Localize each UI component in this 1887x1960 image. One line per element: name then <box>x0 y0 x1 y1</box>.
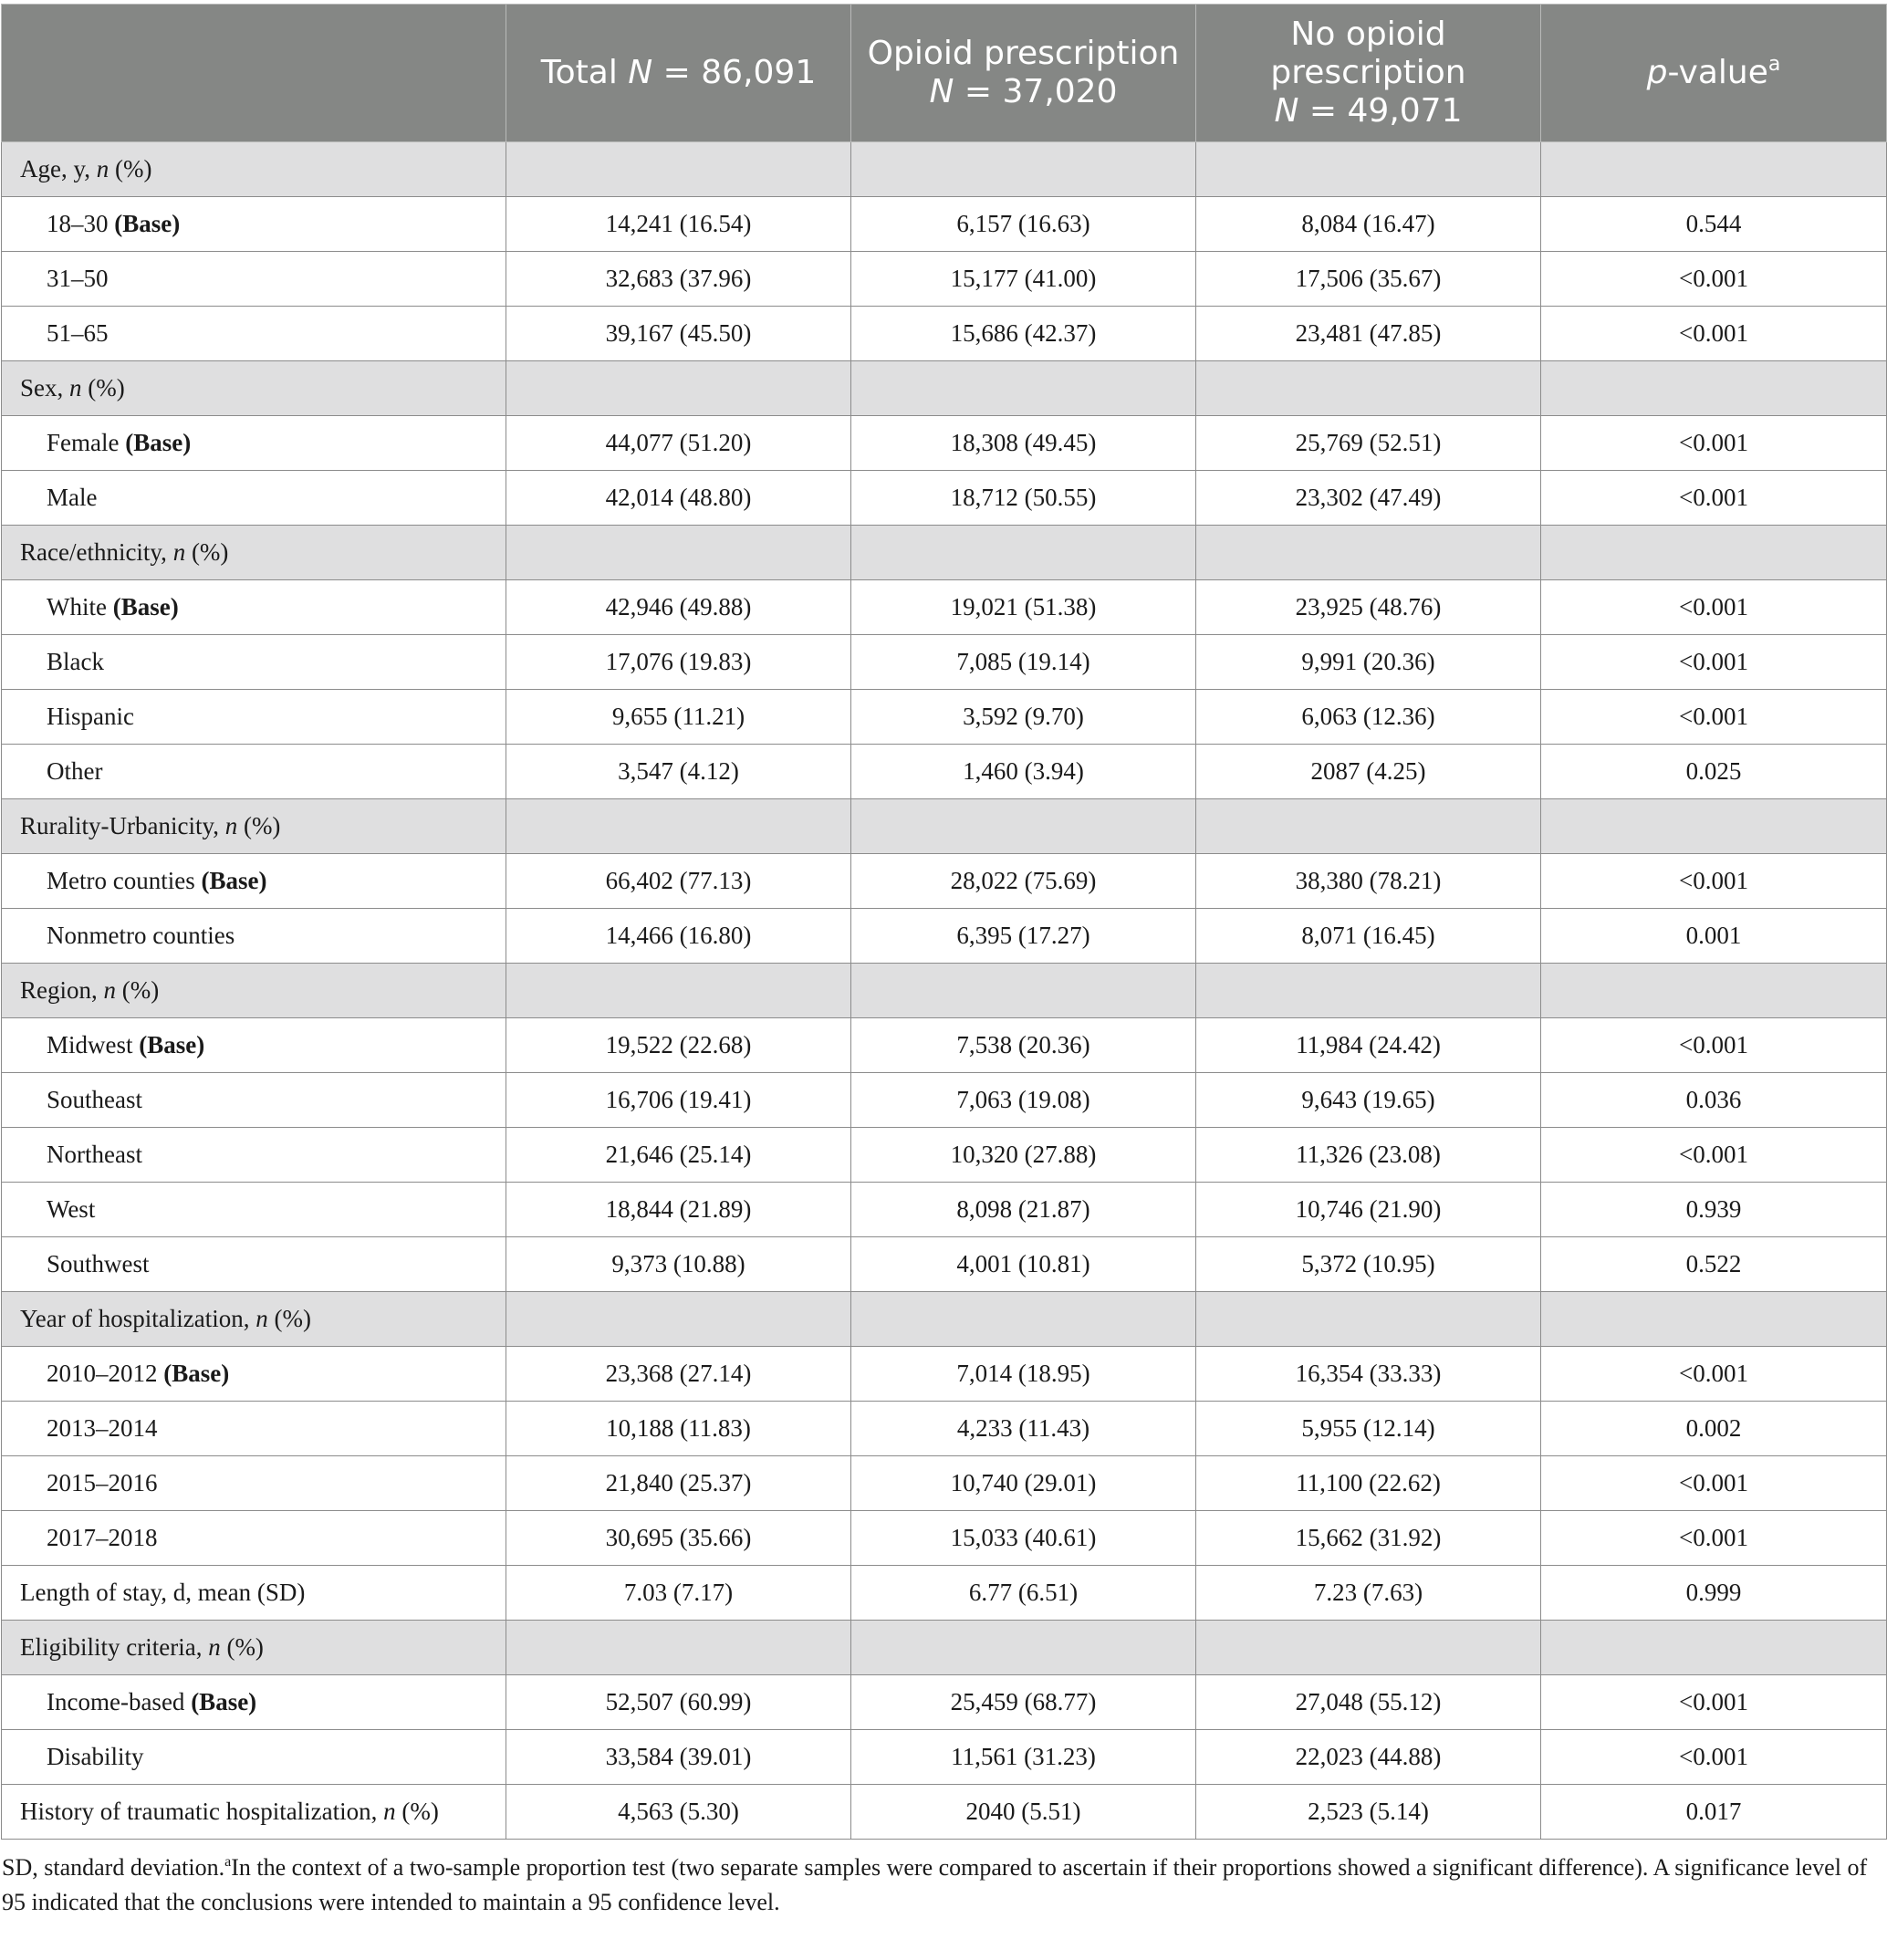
header-p-value: p-value$^a$ <box>1541 5 1887 142</box>
row-label: Midwest (Base) <box>2 1018 506 1073</box>
cell-no-opioid: 38,380 (78.21) <box>1196 854 1541 909</box>
cell-no-opioid: 5,372 (10.95) <box>1196 1237 1541 1292</box>
table-row <box>2 1018 1887 1073</box>
table-row <box>2 690 1887 745</box>
category-row <box>2 142 1887 197</box>
row-label: Race/ethnicity, n (%) <box>2 526 506 580</box>
cell-no-opioid: 5,955 (12.14) <box>1196 1402 1541 1456</box>
cell-p-value: <0.001 <box>1541 635 1887 690</box>
table-row <box>2 197 1887 252</box>
empty-cell <box>1541 526 1887 580</box>
cell-total: 10,188 (11.83) <box>506 1402 851 1456</box>
empty-cell <box>851 361 1196 416</box>
table-row <box>2 252 1887 307</box>
row-label: Metro counties (Base) <box>2 854 506 909</box>
table-row <box>2 307 1887 361</box>
cell-opioid: 15,033 (40.61) <box>851 1511 1196 1566</box>
cell-total: 14,466 (16.80) <box>506 909 851 964</box>
cell-total: 21,840 (25.37) <box>506 1456 851 1511</box>
row-label: 2013–2014 <box>2 1402 506 1456</box>
empty-cell <box>506 799 851 854</box>
cell-p-value: 0.017 <box>1541 1785 1887 1840</box>
base-marker: (Base) <box>114 210 181 237</box>
row-label: Year of hospitalization, n (%) <box>2 1292 506 1347</box>
cell-p-value: <0.001 <box>1541 1675 1887 1730</box>
cell-p-value: <0.001 <box>1541 1128 1887 1183</box>
cell-total: 9,373 (10.88) <box>506 1237 851 1292</box>
cell-opioid: 28,022 (75.69) <box>851 854 1196 909</box>
empty-cell <box>1196 799 1541 854</box>
empty-cell <box>1541 964 1887 1018</box>
row-label: Black <box>2 635 506 690</box>
cell-total: 16,706 (19.41) <box>506 1073 851 1128</box>
empty-cell <box>851 964 1196 1018</box>
empty-cell <box>851 142 1196 197</box>
base-marker: (Base) <box>125 429 192 456</box>
cell-no-opioid: 25,769 (52.51) <box>1196 416 1541 471</box>
cell-no-opioid: 9,991 (20.36) <box>1196 635 1541 690</box>
row-label: Disability <box>2 1730 506 1785</box>
table-row <box>2 1402 1887 1456</box>
cell-no-opioid: 2087 (4.25) <box>1196 745 1541 799</box>
empty-cell <box>1541 142 1887 197</box>
table-row <box>2 1128 1887 1183</box>
cell-p-value: <0.001 <box>1541 307 1887 361</box>
row-label: Length of stay, d, mean (SD) <box>2 1566 506 1621</box>
cell-opioid: 10,320 (27.88) <box>851 1128 1196 1183</box>
row-label: White (Base) <box>2 580 506 635</box>
cell-total: 39,167 (45.50) <box>506 307 851 361</box>
cell-p-value: 0.025 <box>1541 745 1887 799</box>
cell-p-value: <0.001 <box>1541 690 1887 745</box>
cell-opioid: 15,177 (41.00) <box>851 252 1196 307</box>
table-row <box>2 635 1887 690</box>
table-row <box>2 1456 1887 1511</box>
cell-opioid: 6,157 (16.63) <box>851 197 1196 252</box>
base-marker: (Base) <box>201 867 267 894</box>
row-label: History of traumatic hospitalization, n (%) <box>2 1785 506 1840</box>
cell-total: 32,683 (37.96) <box>506 252 851 307</box>
cell-p-value: <0.001 <box>1541 854 1887 909</box>
cell-no-opioid: 23,302 (47.49) <box>1196 471 1541 526</box>
empty-cell <box>1541 1621 1887 1675</box>
table-footnote: SD, standard deviation.$^a$In the context of a two-sample proportion test (two separate samples were compared to ascertain if their proportions showed a significant difference). A significance level of 95 indicated that the conclusions were intended to maintain a 95 confidence level. <box>2 1854 1868 1915</box>
table-row <box>2 854 1887 909</box>
cell-total: 66,402 (77.13) <box>506 854 851 909</box>
empty-cell <box>851 1292 1196 1347</box>
cell-no-opioid: 23,481 (47.85) <box>1196 307 1541 361</box>
row-label: Region, n (%) <box>2 964 506 1018</box>
cell-p-value: <0.001 <box>1541 1018 1887 1073</box>
empty-cell <box>506 964 851 1018</box>
empty-cell <box>1541 1292 1887 1347</box>
cell-p-value: 0.002 <box>1541 1402 1887 1456</box>
table-row <box>2 1675 1887 1730</box>
row-label: Sex, n (%) <box>2 361 506 416</box>
base-marker: (Base) <box>191 1688 257 1715</box>
category-row <box>2 1292 1887 1347</box>
cell-total: 21,646 (25.14) <box>506 1128 851 1183</box>
cell-total: 14,241 (16.54) <box>506 197 851 252</box>
cell-no-opioid: 9,643 (19.65) <box>1196 1073 1541 1128</box>
row-label: 18–30 (Base) <box>2 197 506 252</box>
empty-cell <box>506 1292 851 1347</box>
cell-no-opioid: 6,063 (12.36) <box>1196 690 1541 745</box>
table-row <box>2 1511 1887 1566</box>
category-row <box>2 964 1887 1018</box>
row-label: Age, y, n (%) <box>2 142 506 197</box>
cell-opioid: 2040 (5.51) <box>851 1785 1196 1840</box>
table-row <box>2 1183 1887 1237</box>
cell-p-value: <0.001 <box>1541 1456 1887 1511</box>
category-row <box>2 1621 1887 1675</box>
header-row <box>2 5 1887 142</box>
cell-total: 42,946 (49.88) <box>506 580 851 635</box>
row-label: West <box>2 1183 506 1237</box>
table-body <box>2 142 1887 1840</box>
table-row <box>2 1237 1887 1292</box>
cell-no-opioid: 10,746 (21.90) <box>1196 1183 1541 1237</box>
row-label: Southeast <box>2 1073 506 1128</box>
header-no-opioid: No opioid prescription N = 49,071 <box>1196 5 1541 142</box>
empty-cell <box>506 361 851 416</box>
empty-cell <box>1196 964 1541 1018</box>
row-label: Other <box>2 745 506 799</box>
empty-cell <box>506 1621 851 1675</box>
cell-p-value: 0.522 <box>1541 1237 1887 1292</box>
table-container <box>0 4 1887 1920</box>
cell-opioid: 8,098 (21.87) <box>851 1183 1196 1237</box>
row-label: Income-based (Base) <box>2 1675 506 1730</box>
empty-cell <box>1196 361 1541 416</box>
cell-no-opioid: 11,984 (24.42) <box>1196 1018 1541 1073</box>
cell-total: 52,507 (60.99) <box>506 1675 851 1730</box>
empty-cell <box>1196 526 1541 580</box>
row-label: Female (Base) <box>2 416 506 471</box>
cell-opioid: 4,233 (11.43) <box>851 1402 1196 1456</box>
row-label: 2017–2018 <box>2 1511 506 1566</box>
cell-p-value: 0.001 <box>1541 909 1887 964</box>
cell-no-opioid: 16,354 (33.33) <box>1196 1347 1541 1402</box>
row-label: Eligibility criteria, n (%) <box>2 1621 506 1675</box>
empty-cell <box>1196 1621 1541 1675</box>
cell-total: 17,076 (19.83) <box>506 635 851 690</box>
table-row <box>2 471 1887 526</box>
cell-opioid: 1,460 (3.94) <box>851 745 1196 799</box>
cell-total: 4,563 (5.30) <box>506 1785 851 1840</box>
cell-total: 42,014 (48.80) <box>506 471 851 526</box>
cell-no-opioid: 22,023 (44.88) <box>1196 1730 1541 1785</box>
cell-opioid: 7,063 (19.08) <box>851 1073 1196 1128</box>
cell-p-value: <0.001 <box>1541 1511 1887 1566</box>
empty-cell <box>851 526 1196 580</box>
cell-total: 44,077 (51.20) <box>506 416 851 471</box>
cell-opioid: 15,686 (42.37) <box>851 307 1196 361</box>
cell-no-opioid: 17,506 (35.67) <box>1196 252 1541 307</box>
cell-p-value: 0.999 <box>1541 1566 1887 1621</box>
cell-opioid: 7,538 (20.36) <box>851 1018 1196 1073</box>
base-marker: (Base) <box>139 1031 205 1058</box>
category-row <box>2 526 1887 580</box>
cell-p-value: <0.001 <box>1541 416 1887 471</box>
table-row <box>2 909 1887 964</box>
empty-cell <box>1541 361 1887 416</box>
row-label: 2010–2012 (Base) <box>2 1347 506 1402</box>
cell-p-value: 0.939 <box>1541 1183 1887 1237</box>
cell-no-opioid: 8,084 (16.47) <box>1196 197 1541 252</box>
empty-cell <box>506 142 851 197</box>
row-label: Northeast <box>2 1128 506 1183</box>
table-row <box>2 1347 1887 1402</box>
cell-no-opioid: 7.23 (7.63) <box>1196 1566 1541 1621</box>
cell-total: 18,844 (21.89) <box>506 1183 851 1237</box>
cell-no-opioid: 2,523 (5.14) <box>1196 1785 1541 1840</box>
cell-no-opioid: 27,048 (55.12) <box>1196 1675 1541 1730</box>
row-label: 51–65 <box>2 307 506 361</box>
header-empty <box>2 5 506 142</box>
row-label: 2015–2016 <box>2 1456 506 1511</box>
cell-opioid: 7,014 (18.95) <box>851 1347 1196 1402</box>
row-label: Hispanic <box>2 690 506 745</box>
base-marker: (Base) <box>112 593 179 620</box>
cell-p-value: <0.001 <box>1541 471 1887 526</box>
table-row <box>2 1730 1887 1785</box>
cell-total: 30,695 (35.66) <box>506 1511 851 1566</box>
base-marker: (Base) <box>163 1360 230 1387</box>
cell-opioid: 18,308 (49.45) <box>851 416 1196 471</box>
table-row <box>2 1785 1887 1840</box>
cell-opioid: 19,021 (51.38) <box>851 580 1196 635</box>
empty-cell <box>506 526 851 580</box>
category-row <box>2 361 1887 416</box>
row-label: Rurality-Urbanicity, n (%) <box>2 799 506 854</box>
cell-no-opioid: 15,662 (31.92) <box>1196 1511 1541 1566</box>
empty-cell <box>851 1621 1196 1675</box>
cell-opioid: 10,740 (29.01) <box>851 1456 1196 1511</box>
row-label: Male <box>2 471 506 526</box>
cell-p-value: <0.001 <box>1541 1347 1887 1402</box>
empty-cell <box>1196 142 1541 197</box>
cell-total: 3,547 (4.12) <box>506 745 851 799</box>
table-row <box>2 1566 1887 1621</box>
cell-no-opioid: 11,100 (22.62) <box>1196 1456 1541 1511</box>
cell-no-opioid: 11,326 (23.08) <box>1196 1128 1541 1183</box>
demographics-table <box>1 4 1887 1840</box>
cell-p-value: 0.036 <box>1541 1073 1887 1128</box>
category-row <box>2 799 1887 854</box>
cell-p-value: 0.544 <box>1541 197 1887 252</box>
empty-cell <box>851 799 1196 854</box>
header-total: Total N = 86,091 <box>506 5 851 142</box>
row-label: Southwest <box>2 1237 506 1292</box>
cell-opioid: 7,085 (19.14) <box>851 635 1196 690</box>
cell-opioid: 11,561 (31.23) <box>851 1730 1196 1785</box>
cell-opioid: 4,001 (10.81) <box>851 1237 1196 1292</box>
cell-opioid: 6.77 (6.51) <box>851 1566 1196 1621</box>
table-row <box>2 745 1887 799</box>
table-row <box>2 416 1887 471</box>
empty-cell <box>1196 1292 1541 1347</box>
empty-cell <box>1541 799 1887 854</box>
cell-no-opioid: 8,071 (16.45) <box>1196 909 1541 964</box>
cell-opioid: 18,712 (50.55) <box>851 471 1196 526</box>
cell-opioid: 3,592 (9.70) <box>851 690 1196 745</box>
cell-p-value: <0.001 <box>1541 1730 1887 1785</box>
header-opioid: Opioid prescription N = 37,020 <box>851 5 1196 142</box>
cell-total: 33,584 (39.01) <box>506 1730 851 1785</box>
cell-total: 9,655 (11.21) <box>506 690 851 745</box>
cell-opioid: 6,395 (17.27) <box>851 909 1196 964</box>
cell-opioid: 25,459 (68.77) <box>851 1675 1196 1730</box>
cell-total: 19,522 (22.68) <box>506 1018 851 1073</box>
cell-p-value: <0.001 <box>1541 580 1887 635</box>
cell-no-opioid: 23,925 (48.76) <box>1196 580 1541 635</box>
table-row <box>2 1073 1887 1128</box>
row-label: Nonmetro counties <box>2 909 506 964</box>
cell-total: 23,368 (27.14) <box>506 1347 851 1402</box>
cell-total: 7.03 (7.17) <box>506 1566 851 1621</box>
cell-p-value: <0.001 <box>1541 252 1887 307</box>
row-label: 31–50 <box>2 252 506 307</box>
table-row <box>2 580 1887 635</box>
